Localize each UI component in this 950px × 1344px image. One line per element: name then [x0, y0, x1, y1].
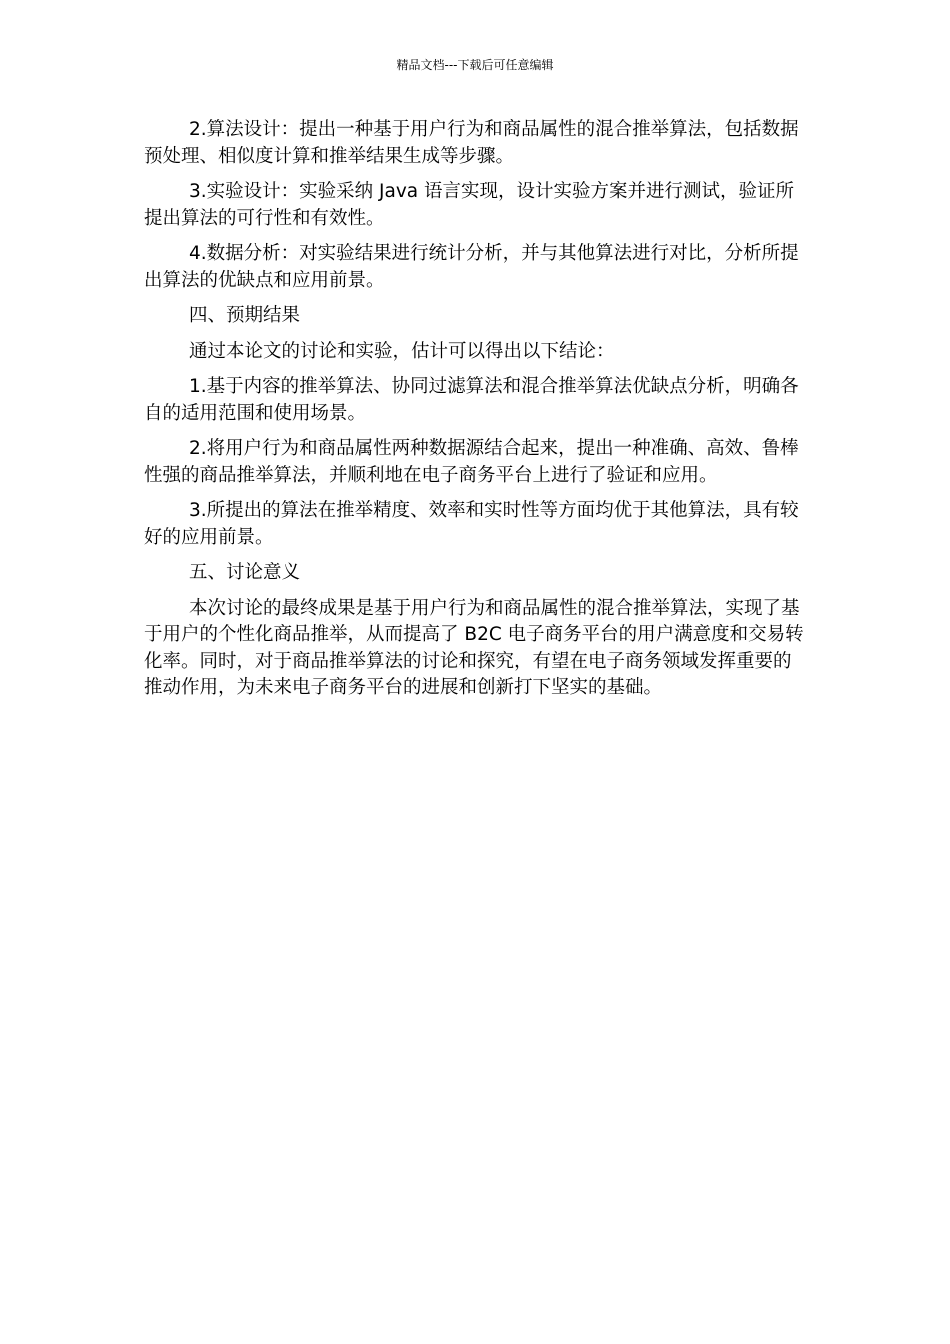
paragraph-data-analysis: 4.数据分析：对实验结果进行统计分析，并与其他算法进行对比，分析所提出算法的优缺点和应用前景。 — [144, 243, 799, 291]
paragraph-conclusion-3: 3.所提出的算法在推举精度、效率和实时性等方面均优于其他算法，具有较好的应用前景。 — [144, 500, 799, 548]
paragraph-conclusions-intro: 通过本论文的讨论和实验，估计可以得出以下结论： — [189, 340, 615, 362]
paragraph-conclusion-2: 2.将用户行为和商品属性两种数据源结合起来，提出一种准确、高效、鲁棒性强的商品推举算法，并顺利地在电子商务平台上进行了验证和应用。 — [144, 438, 799, 486]
section-heading-expected-results: 四、预期结果 — [189, 305, 301, 326]
page-header: 精品文档---下载后可任意编辑 — [396, 58, 554, 72]
paragraph-conclusion-1: 1.基于内容的推举算法、协同过滤算法和混合推举算法优缺点分析，明确各自的适用范围和使用场景。 — [144, 376, 799, 424]
paragraph-significance: 本次讨论的最终成果是基于用户行为和商品属性的混合推举算法，实现了基于用户的个性化商品推举，从而提高了 B2C 电子商务平台的用户满意度和交易转化率。同时，对于商品推举算法的讨论和探究，有望在电子商务领域发挥重要的推动作用，为未来电子商务平台的进展和创新打下坚实的基础。 — [144, 597, 804, 698]
section-heading-significance: 五、讨论意义 — [189, 562, 301, 583]
paragraph-algorithm-design: 2.算法设计：提出一种基于用户行为和商品属性的混合推举算法，包括数据预处理、相似度计算和推举结果生成等步骤。 — [144, 119, 799, 167]
paragraph-experiment-design: 3.实验设计：实验采纳 Java 语言实现，设计实验方案并进行测试，验证所提出算法的可行性和有效性。 — [144, 181, 794, 229]
document-body — [144, 117, 808, 711]
